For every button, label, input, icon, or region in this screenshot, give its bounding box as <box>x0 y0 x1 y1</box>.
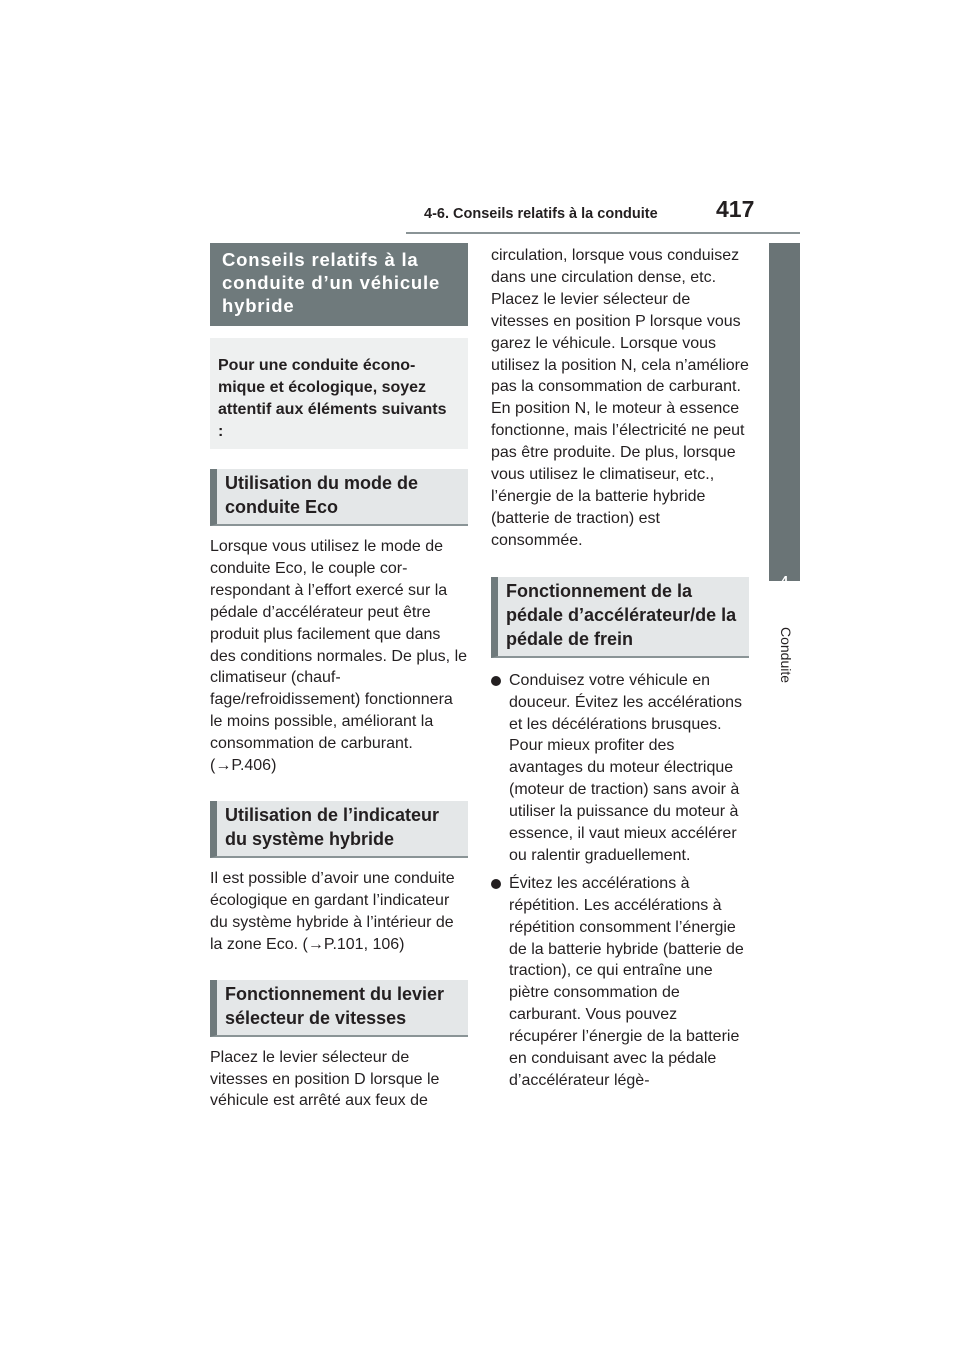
chapter-tab <box>769 243 800 581</box>
bullet-text: Évitez les accélérations à répétition. Les accélérations à répétition consomment l’énergie de la batterie hybride (batterie de traction), ce qui entraîne une piètre consommation de carburant. Vous pouvez récupérer l’énergie de la batterie en conduisant avec la pédale d’accélérateur légè- <box>509 874 744 1089</box>
right-column <box>491 243 749 1092</box>
hybrid-indicator-text: Il est possible d’avoir une conduite écologique en gardant l’indicateur du système hybride à l’intérieur de la zone Eco. (→P.101, 106) <box>210 869 455 953</box>
header-divider <box>406 232 800 234</box>
bullet-icon <box>491 879 501 889</box>
shift-lever-heading: Fonctionnement du levier sélecteur de vitesses <box>210 980 468 1037</box>
list-item <box>491 670 749 867</box>
bullet-icon <box>491 676 501 686</box>
pedal-heading: Fonctionnement de la pédale d’accélérateur/de la pédale de frein <box>491 577 749 658</box>
page-number: 417 <box>716 196 755 222</box>
list-item <box>491 873 749 1092</box>
chapter-number: 4 <box>780 573 789 588</box>
left-column <box>210 243 468 1112</box>
chapter-label: Conduite <box>778 626 794 684</box>
section-title: 4-6. Conseils relatifs à la conduite <box>424 206 658 222</box>
hybrid-indicator-heading: Utilisation de l’indicateur du système hybride <box>210 801 468 858</box>
main-title: Conseils relatifs à la conduite d’un véhicule hybride <box>210 243 468 326</box>
shift-lever-text: Placez le levier sélecteur de vitesses en position D lorsque le véhicule est arrêté aux feux de <box>210 1048 440 1110</box>
eco-mode-text: Lorsque vous utilisez le mode de conduite Eco, le couple correspondant à l’effort exercé sur la pédale d’accélérateur peut être produit plus facilement que dans des conditions normales. De plus, le climatiseur (chauffage/refroidissement) fonctionnera le moins possible, améliorant la consommation de carburant. (→P.406) <box>210 538 468 775</box>
intro-box: Pour une conduite économique et écologique, soyez attentif aux éléments suivants : <box>210 338 468 449</box>
bullet-text: Conduisez votre véhicule en douceur. Évitez les accélérations et les décélérations brusques. Pour mieux profiter des avantages du moteur électrique (moteur de traction) sans avoir à utiliser la puissance du moteur à essence, il vaut mieux accélérer ou ralentir graduellement. <box>509 671 743 864</box>
eco-mode-heading: Utilisation du mode de conduite Eco <box>210 469 468 526</box>
shift-lever-text-continued: circulation, lorsque vous conduisez dans une circulation dense, etc. Placez le levier sélecteur de vitesses en position P lorsque vous garez le véhicule. Lorsque vous utilisez la position N, cela n’améliore pas la consommation de carburant. En position N, le moteur à essence fonctionne, mais l’électricité ne peut pas être produite. De plus, lorsque vous utilisez le climatiseur, etc., l’énergie de la batterie hybride (batterie de traction) est consommée. <box>491 247 749 549</box>
